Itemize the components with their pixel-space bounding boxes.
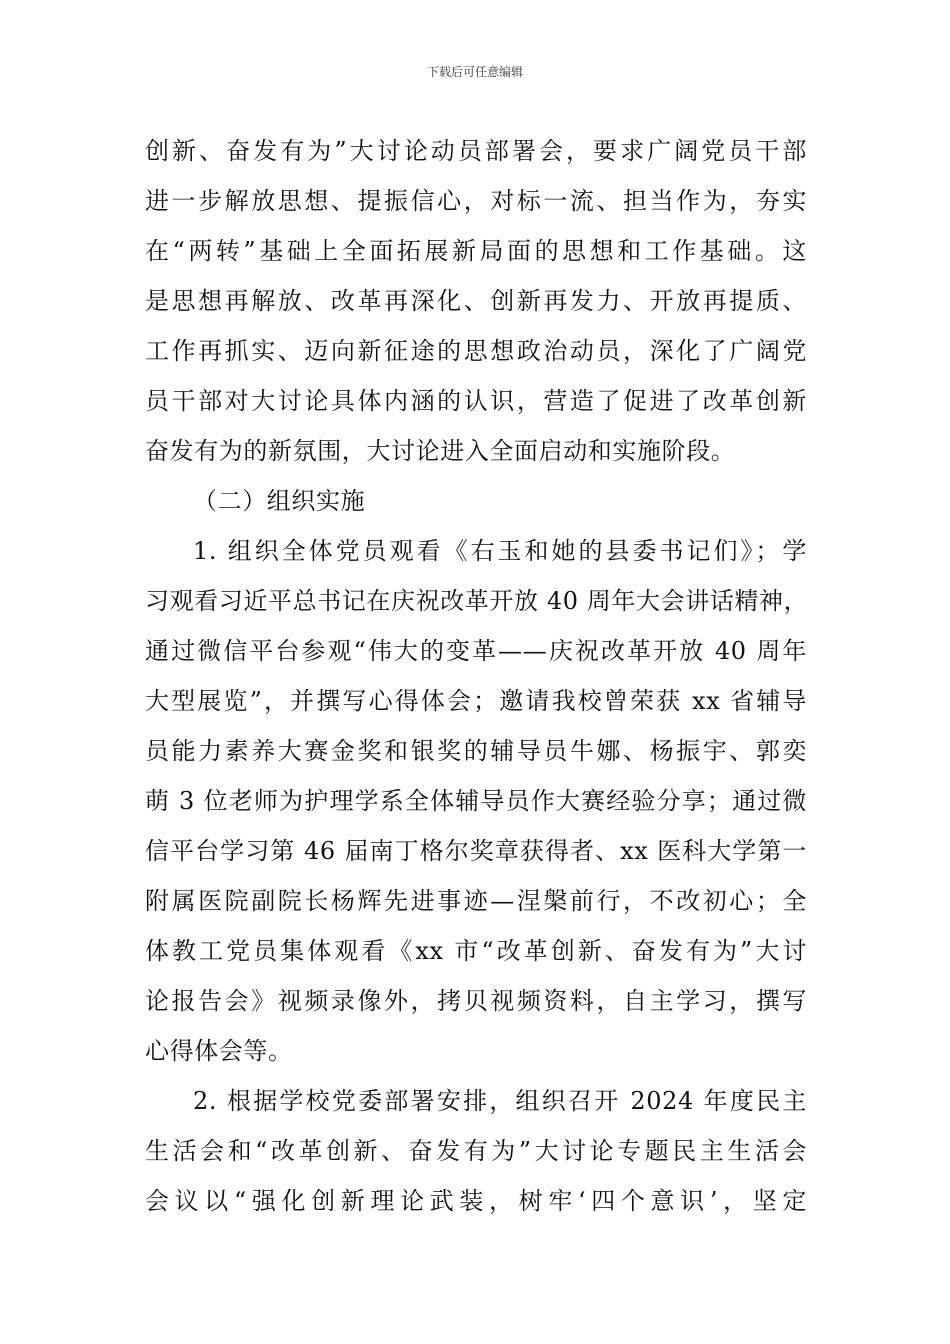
body-line-5: 工作再抓实、迈向新征途的思想政治动员，深化了广阔党 xyxy=(145,337,807,365)
body-line-3: 在“两转”基础上全面拓展新局面的思想和工作基础。这 xyxy=(145,237,807,265)
body-line-2: 进一步解放思想、提振信心，对标一流、担当作为，夯实 xyxy=(145,187,807,215)
body-line-17: 体教工党员集体观看《xx 市“改革创新、奋发有为”大讨 xyxy=(145,937,807,965)
body-line-4: 是思想再解放、改革再深化、创新再发力、开放再提质、 xyxy=(145,287,807,315)
body-line-12: 大型展览”，并撰写心得体会；邀请我校曾荣获 xx 省辅导 xyxy=(145,687,807,715)
page-header: 下载后可任意编辑 xyxy=(426,65,523,79)
body-line-7: 奋发有为的新氛围，大讨论进入全面启动和实施阶段。 xyxy=(145,437,736,465)
document-body xyxy=(145,126,807,1226)
section-heading: （二）组织实施 xyxy=(193,487,366,515)
body-line-19: 心得体会等。 xyxy=(145,1037,293,1065)
body-line-9: 1. 组织全体党员观看《右玉和她的县委书记们》；学 xyxy=(193,537,807,565)
body-line-10: 习观看习近平总书记在庆祝改革开放 40 周年大会讲话精神， xyxy=(145,587,809,615)
body-line-16: 附属医院副院长杨辉先进事迹—涅槃前行，不改初心；全 xyxy=(145,887,807,915)
body-line-18: 论报告会》视频录像外，拷贝视频资料，自主学习，撰写 xyxy=(145,987,807,1015)
body-line-13: 员能力素养大赛金奖和银奖的辅导员牛娜、杨振宇、郭奕 xyxy=(145,737,807,765)
body-line-21: 生活会和“改革创新、奋发有为”大讨论专题民主生活会 xyxy=(145,1137,807,1165)
body-line-6: 员干部对大讨论具体内涵的认识，营造了促进了改革创新 xyxy=(145,387,807,415)
body-line-20: 2. 根据学校党委部署安排，组织召开 2024 年度民主 xyxy=(193,1087,807,1115)
body-line-14: 萌 3 位老师为护理学系全体辅导员作大赛经验分享；通过微 xyxy=(145,787,807,815)
body-line-1: 创新、奋发有为”大讨论动员部署会，要求广阔党员干部 xyxy=(145,137,807,165)
body-line-22: 会议以“强化创新理论武装，树牢‘四个意识’，坚定 xyxy=(145,1187,807,1215)
body-line-11: 通过微信平台参观“伟大的变革——庆祝改革开放 40 周年 xyxy=(145,637,807,665)
body-line-15: 信平台学习第 46 届南丁格尔奖章获得者、xx 医科大学第一 xyxy=(145,837,807,865)
